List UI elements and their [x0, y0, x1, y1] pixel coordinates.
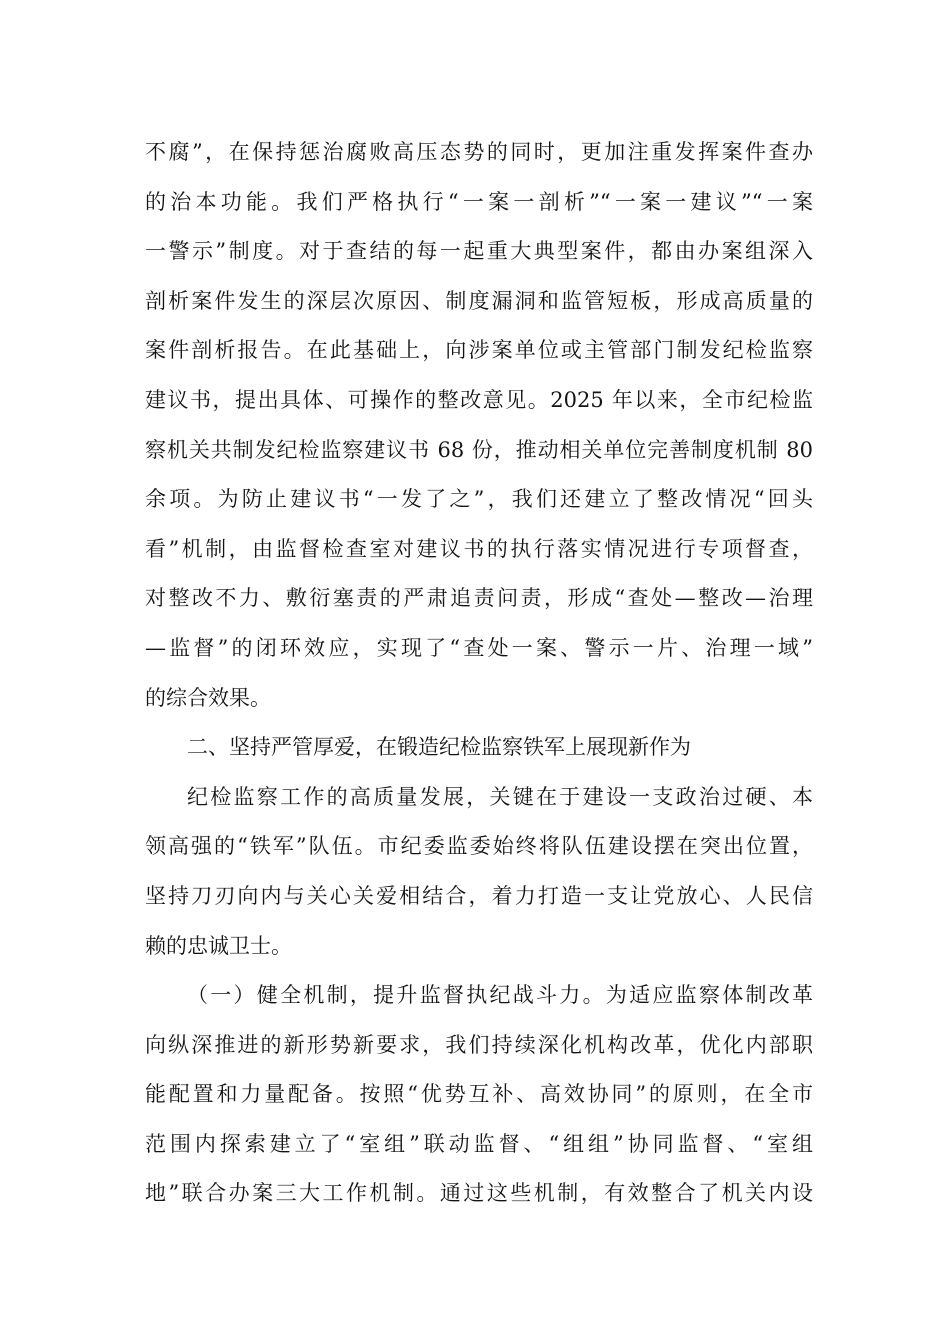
text-line: 余项。为防止建议书“一发了之”，我们还建立了整改情况“回头	[145, 487, 813, 512]
text-line: 坚持刀刃向内与关心关爱相结合，着力打造一支让党放心、人民信	[145, 883, 813, 908]
document-page	[145, 128, 813, 1219]
text-line: 剖析案件发生的深层次原因、制度漏洞和监管短板，形成高质量的	[145, 288, 813, 313]
text-line: 能配置和力量配备。按照“优势互补、高效协同”的原则，在全市	[145, 1082, 813, 1107]
text-line: —监督”的闭环效应，实现了“查处一案、警示一片、治理一域”	[145, 635, 813, 660]
text-line: 地”联合办案三大工作机制。通过这些机制，有效整合了机关内设	[145, 1181, 813, 1206]
section-heading	[145, 723, 813, 773]
text-line: 案件剖析报告。在此基础上，向涉案单位或主管部门制发纪检监察	[145, 338, 813, 363]
text-line: 纪检监察工作的高质量发展，关键在于建设一支政治过硬、本	[187, 784, 813, 809]
text-line: 看”机制，由监督检查室对建议书的执行落实情况进行专项督查，	[145, 536, 813, 561]
text-line: 建议书，提出具体、可操作的整改意见。2025 年以来，全市纪检监	[145, 387, 813, 412]
paragraph-2	[145, 773, 813, 971]
text-line: 的治本功能。我们严格执行“一案一剖析”“一案一建议”“一案	[145, 189, 813, 214]
paragraph-1	[145, 128, 813, 723]
text-line: 不腐”，在保持惩治腐败高压态势的同时，更加注重发挥案件查办	[145, 140, 813, 164]
text-line: 赖的忠诚卫士。	[145, 933, 292, 958]
text-line: 对整改不力、敷衍塞责的严肃追责问责，形成“查处—整改—治理	[145, 586, 813, 611]
text-line: 范围内探索建立了“室组”联动监督、“组组”协同监督、“室组	[145, 1131, 813, 1156]
paragraph-3	[145, 971, 813, 1219]
text-line: 领高强的“铁军”队伍。市纪委监委始终将队伍建设摆在突出位置，	[145, 834, 813, 859]
text-line: 察机关共制发纪检监察建议书 68 份，推动相关单位完善制度机制 80	[145, 437, 813, 462]
text-line: （一）健全机制，提升监督执纪战斗力。为适应监察体制改革	[187, 983, 813, 1008]
section-heading-text: 二、坚持严管厚爱，在锻造纪检监察铁军上展现新作为	[187, 735, 691, 760]
text-line: 一警示”制度。对于查结的每一起重大典型案件，都由办案组深入	[145, 239, 813, 264]
text-line: 向纵深推进的新形势新要求，我们持续深化机构改革，优化内部职	[145, 1032, 813, 1057]
text-line: 的综合效果。	[145, 685, 271, 710]
